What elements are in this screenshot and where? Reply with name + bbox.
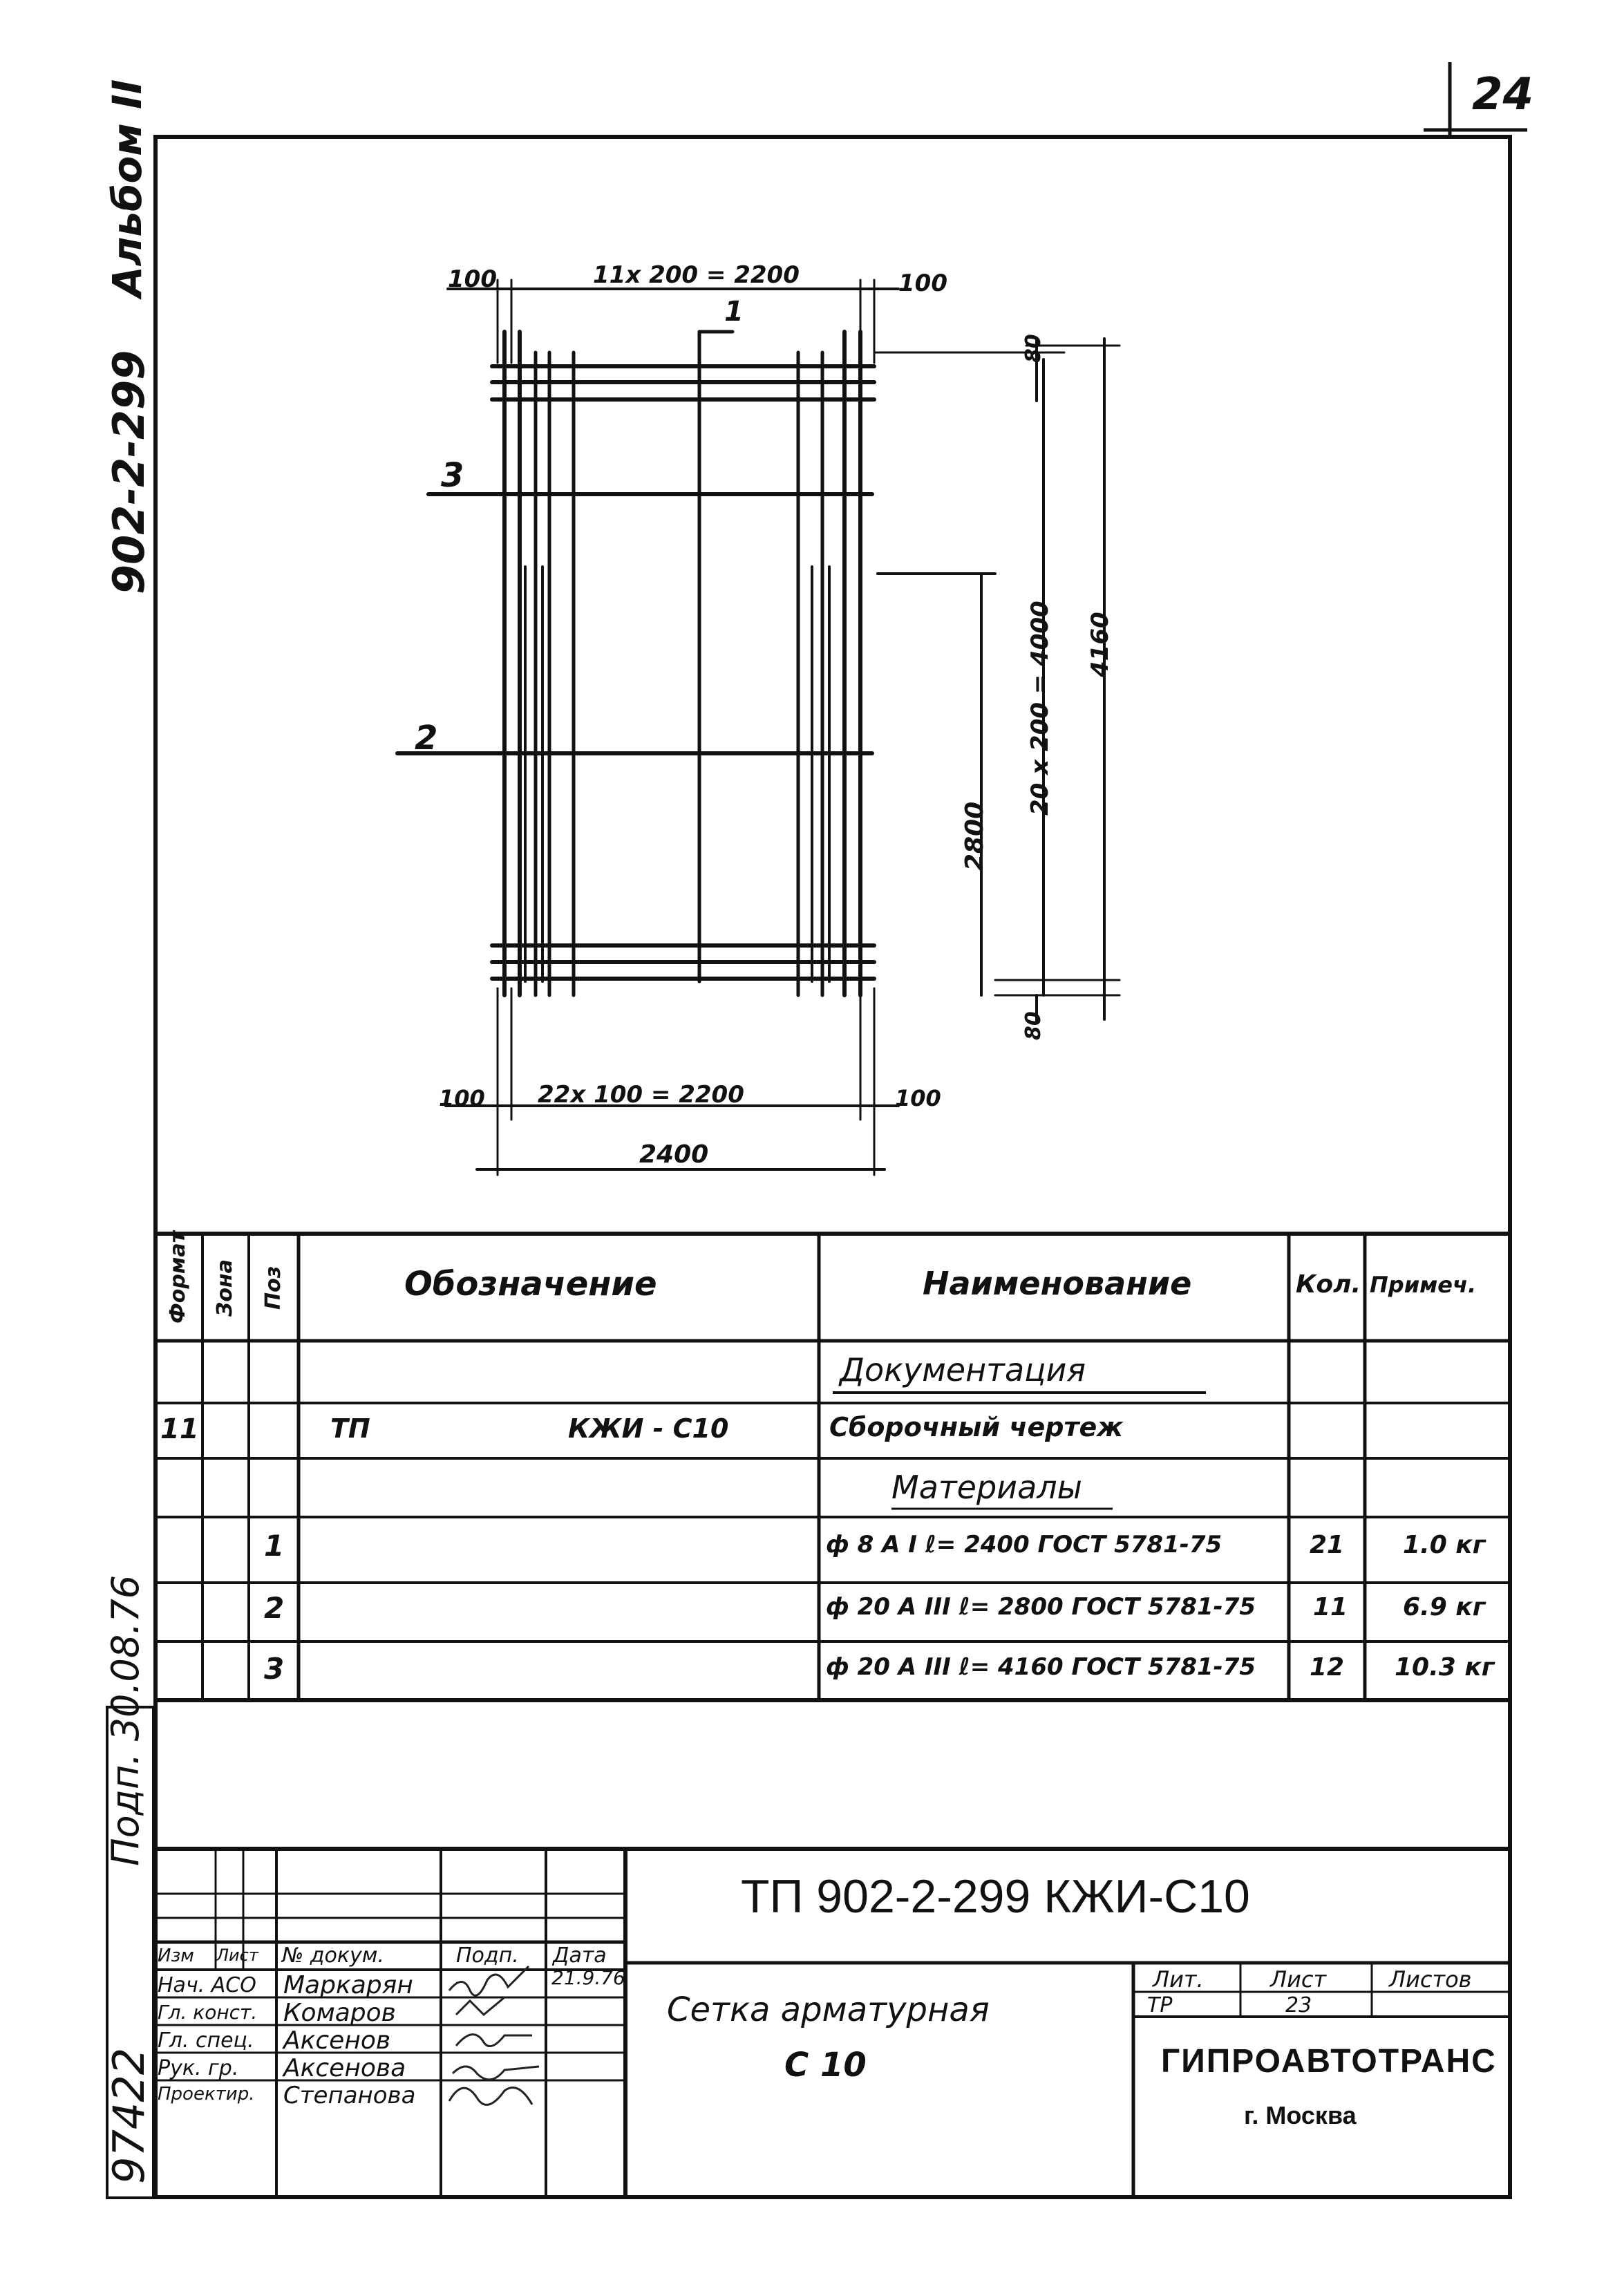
dim-bottom-center: 22x 100 = 2200 <box>538 1081 744 1109</box>
col-signature: Подп. <box>456 1943 519 1968</box>
row-2-pos: 2 <box>264 1591 285 1625</box>
inventory-number: 97422 <box>104 2047 154 2184</box>
dim-right-mid: 20 x 200 = 4000 <box>1026 601 1054 816</box>
row-1-qty: 21 <box>1310 1531 1345 1559</box>
row-3-note: 10.3 кг <box>1395 1653 1495 1682</box>
row-3-pos: 3 <box>264 1652 285 1686</box>
position-3-label: 3 <box>441 456 464 495</box>
section-materials: Материалы <box>891 1469 1082 1506</box>
col-date: Дата <box>553 1943 607 1968</box>
sheet-header: Лист <box>1270 1966 1327 1993</box>
section-documentation: Документация <box>840 1351 1086 1388</box>
header-qty: Кол. <box>1296 1270 1361 1299</box>
title-doc-code: ТП 902-2-299 КЖИ-С10 <box>741 1870 1250 1923</box>
col-sheet: Лист <box>216 1946 258 1965</box>
row-3-qty: 12 <box>1310 1653 1345 1682</box>
row-2-name: ф 20 А III ℓ= 2800 ГОСТ 5781-75 <box>826 1593 1256 1621</box>
title-line-1: Сетка арматурная <box>667 1990 990 2029</box>
row-3-name: ф 20 А III ℓ= 4160 ГОСТ 5781-75 <box>826 1653 1256 1681</box>
row-2-note: 6.9 кг <box>1403 1593 1486 1621</box>
dim-inner: 2800 <box>961 801 989 871</box>
role-3: Гл. спец. <box>158 2028 254 2053</box>
section-mark: 1 <box>724 296 744 328</box>
role-2: Гл. конст. <box>158 2001 258 2024</box>
title-line-2: С 10 <box>784 2046 867 2084</box>
dim-bottom-total: 2400 <box>639 1140 709 1169</box>
row-1-note: 1.0 кг <box>1403 1531 1486 1559</box>
position-2-label: 2 <box>415 719 438 757</box>
role-1: Нач. АСО <box>158 1973 256 1997</box>
row-1-name: ф 8 А I ℓ= 2400 ГОСТ 5781-75 <box>826 1531 1222 1559</box>
col-doc-no: № докум. <box>282 1943 384 1968</box>
lit-header: Лит. <box>1153 1966 1204 1993</box>
dim-top-left: 100 <box>448 265 497 293</box>
dim-right-total: 4160 <box>1086 612 1114 677</box>
city: г. Москва <box>1244 2101 1357 2129</box>
dim-top-center: 11x 200 = 2200 <box>593 261 800 289</box>
role-5: Проектир. <box>158 2084 255 2105</box>
dim-right-top: 80 <box>1021 334 1046 363</box>
col-change: Изм <box>158 1946 194 1966</box>
role-4: Рук. гр. <box>158 2056 239 2080</box>
header-name: Наименование <box>923 1265 1192 1302</box>
dim-bottom-right: 100 <box>895 1085 941 1111</box>
role-5-name: Степанова <box>283 2082 416 2109</box>
doc-row-format: 11 <box>160 1413 199 1445</box>
doc-row-designation-left: ТП <box>330 1413 370 1444</box>
row-1-pos: 1 <box>264 1529 285 1563</box>
doc-row-name: Сборочный чертеж <box>829 1412 1124 1442</box>
role-3-name: Аксенов <box>283 2026 391 2055</box>
doc-row-designation-right: КЖИ - С10 <box>568 1413 729 1444</box>
role-4-name: Аксенова <box>283 2054 406 2082</box>
sheet-value: 23 <box>1285 1993 1312 2017</box>
role-1-name: Маркарян <box>283 1971 413 1999</box>
header-note: Примеч. <box>1370 1272 1477 1298</box>
sheets-header: Листов <box>1389 1966 1472 1993</box>
project-code-side: 902-2-299 <box>104 350 154 594</box>
header-zone: Зона <box>213 1259 237 1317</box>
dim-top-right: 100 <box>898 270 947 297</box>
album-label: Альбом II <box>104 79 151 297</box>
stamp-side: Подп. 30.08.76 <box>104 1574 147 1866</box>
row-2-qty: 11 <box>1313 1593 1348 1621</box>
header-format: Формат <box>166 1231 190 1324</box>
lit-value: ТР <box>1147 1993 1173 2017</box>
header-designation: Обозначение <box>404 1265 657 1303</box>
dim-right-bottom: 80 <box>1021 1011 1046 1040</box>
date-value: 21.9.76 <box>551 1966 625 1989</box>
organization: ГИПРОАВТОТРАНС <box>1161 2043 1497 2080</box>
role-2-name: Комаров <box>283 1999 396 2027</box>
page-number: 24 <box>1472 69 1534 120</box>
header-pos: Поз <box>261 1265 285 1310</box>
dim-bottom-left: 100 <box>439 1085 485 1111</box>
